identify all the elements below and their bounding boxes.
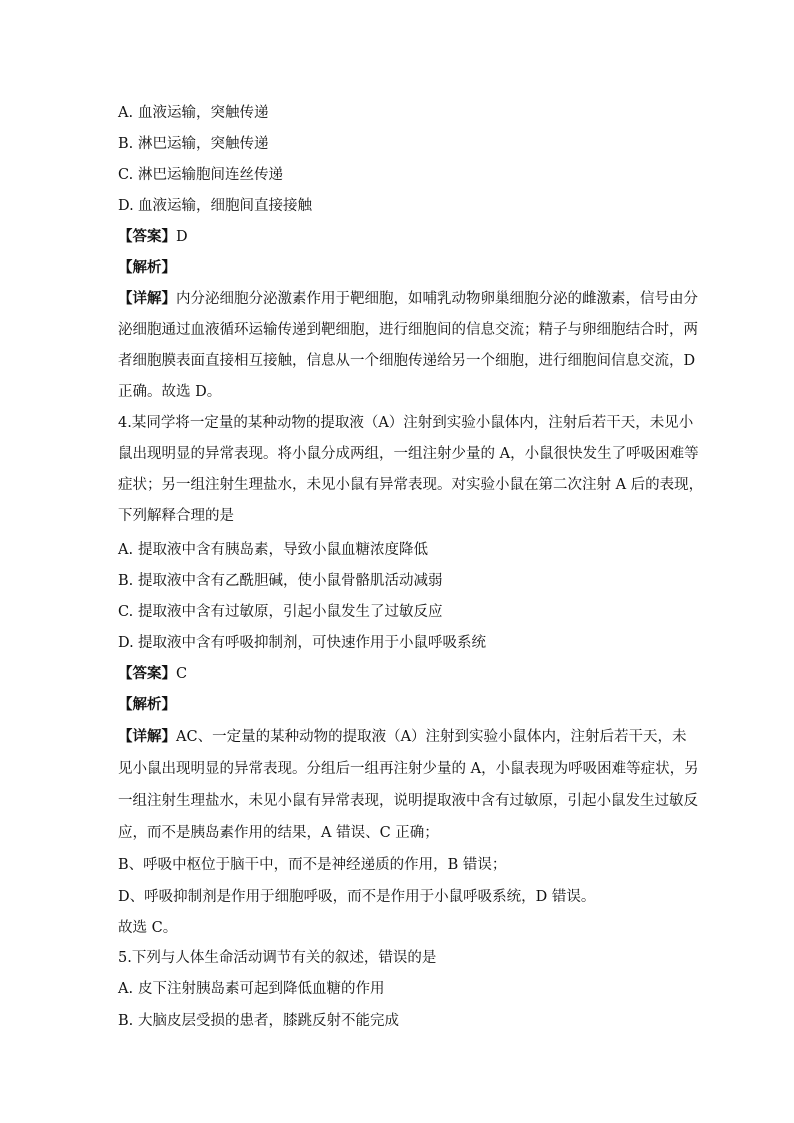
q5-option-b	[118, 1011, 399, 1031]
detail-tag: 【详解】	[118, 728, 176, 745]
q4-stem-line-1: 4.某同学将一定量的某种动物的提取液（A）注射到实验小鼠体内，注射后若干天，未见小	[118, 415, 694, 431]
q3-analysis-heading	[118, 258, 176, 278]
q4-detail-line-7: 故选 C。	[118, 920, 178, 936]
q4-detail-line-1	[118, 727, 687, 747]
q4-option-c	[118, 602, 443, 622]
q3-option-b	[118, 134, 269, 154]
option-text: 大脑皮层受损的患者，膝跳反射不能完成	[138, 1013, 399, 1029]
q3-detail-line-1	[118, 289, 698, 309]
q4-detail-line-2: 见小鼠出现明显的异常表现。分组后一组再注射少量的 A，小鼠表现为呼吸困难等症状，另	[118, 761, 699, 777]
q4-detail-line-4: 应，而不是胰岛素作用的结果，A 错误、C 正确；	[118, 825, 439, 841]
answer-tag: 【答案】	[118, 228, 176, 245]
q5-option-a	[118, 979, 385, 999]
q4-stem-line-2: 鼠出现明显的异常表现。将小鼠分成两组，一组注射少量的 A，小鼠很快发生了呼吸困难等	[118, 446, 699, 462]
q4-stem-line-3: 症状；另一组注射生理盐水，未见小鼠有异常表现。对实验小鼠在第二次注射 A 后的表现，	[118, 477, 704, 493]
q4-analysis-heading	[118, 695, 176, 715]
option-letter: A.	[118, 105, 134, 121]
q4-detail-line-5: B、呼吸中枢位于脑干中，而不是神经递质的作用，B 错误；	[118, 857, 507, 873]
answer-value: D	[176, 229, 188, 245]
q3-detail-line-2: 泌细胞通过血液循环运输传递到靶细胞，进行细胞间的信息交流；精子与卵细胞结合时，两	[118, 322, 698, 338]
option-letter: D.	[118, 198, 134, 214]
q3-option-d	[118, 196, 312, 216]
option-text: 血液运输，细胞间直接接触	[138, 198, 312, 214]
option-letter: B.	[118, 1013, 134, 1029]
q4-stem-line-4: 下列解释合理的是	[118, 508, 234, 524]
q4-option-d	[118, 633, 486, 653]
q4-option-a	[118, 540, 428, 560]
option-text: 淋巴运输，突触传递	[138, 136, 269, 152]
answer-value: C	[176, 666, 188, 682]
detail-tag: 【详解】	[118, 290, 176, 307]
option-text: 血液运输，突触传递	[138, 105, 269, 121]
q5-stem: 5.下列与人体生命活动调节有关的叙述，错误的是	[118, 950, 437, 966]
q4-option-b	[118, 571, 443, 591]
option-text: 淋巴运输胞间连丝传递	[138, 167, 283, 183]
q3-option-a	[118, 103, 269, 123]
answer-tag: 【答案】	[118, 665, 176, 682]
q3-option-c	[118, 165, 283, 185]
option-text: 提取液中含有呼吸抑制剂，可快速作用于小鼠呼吸系统	[138, 635, 486, 651]
analysis-tag: 【解析】	[118, 696, 176, 713]
option-text: 提取液中含有胰岛素，导致小鼠血糖浓度降低	[138, 542, 428, 558]
option-letter: D.	[118, 635, 134, 651]
option-text: 提取液中含有过敏原，引起小鼠发生了过敏反应	[138, 604, 443, 620]
option-letter: C.	[118, 604, 134, 620]
q3-detail-line-3: 者细胞膜表面直接相互接触，信息从一个细胞传递给另一个细胞，进行细胞间信息交流，D	[118, 353, 696, 369]
option-letter: C.	[118, 167, 134, 183]
q3-answer	[118, 227, 188, 247]
option-letter: A.	[118, 542, 134, 558]
detail-text: 内分泌细胞分泌激素作用于靶细胞，如哺乳动物卵巢细胞分泌的雌激素，信号由分	[176, 291, 698, 307]
detail-text: AC、一定量的某种动物的提取液（A）注射到实验小鼠体内，注射后若干天，未	[176, 729, 687, 745]
q4-detail-line-6: D、呼吸抑制剂是作用于细胞呼吸，而不是作用于小鼠呼吸系统，D 错误。	[118, 889, 596, 905]
option-text: 提取液中含有乙酰胆碱，使小鼠骨骼肌活动减弱	[138, 573, 443, 589]
option-letter: A.	[118, 981, 134, 997]
q4-answer	[118, 664, 187, 684]
option-letter: B.	[118, 573, 134, 589]
q4-detail-line-3: 一组注射生理盐水，未见小鼠有异常表现，说明提取液中含有过敏原，引起小鼠发生过敏反	[118, 793, 698, 809]
q3-detail-line-4: 正确。故选 D。	[118, 384, 222, 400]
option-letter: B.	[118, 136, 134, 152]
option-text: 皮下注射胰岛素可起到降低血糖的作用	[138, 981, 385, 997]
analysis-tag: 【解析】	[118, 259, 176, 276]
